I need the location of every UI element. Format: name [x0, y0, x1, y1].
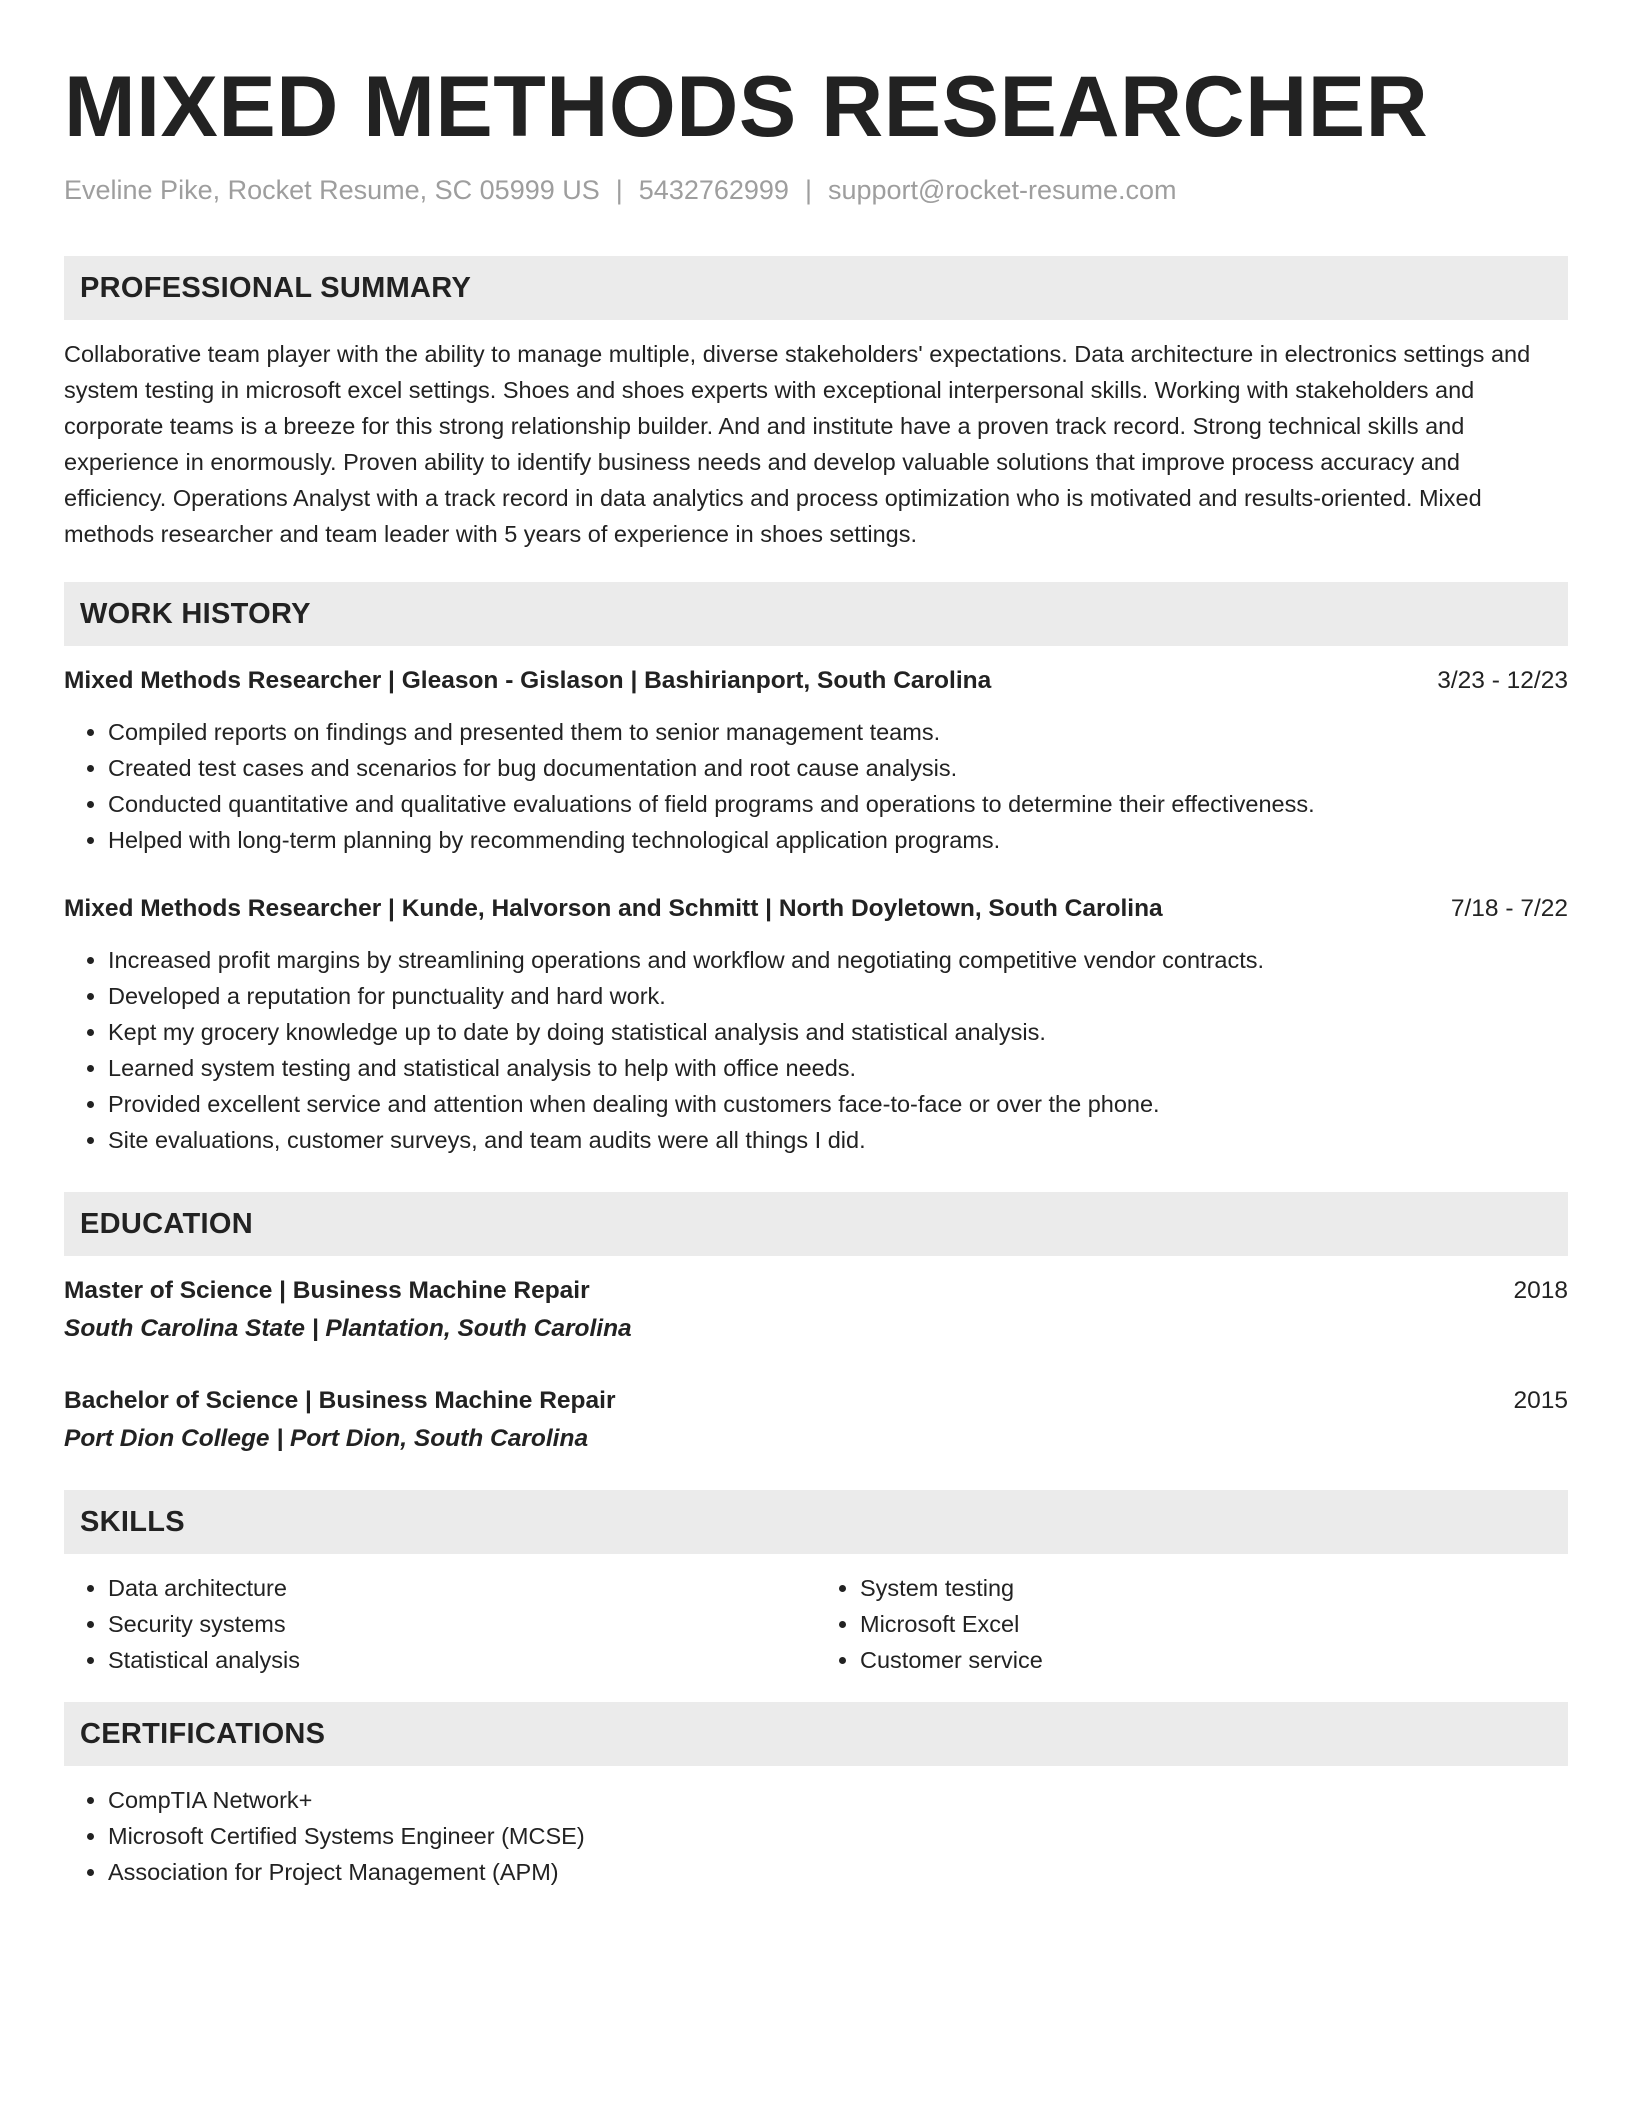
certification-item: • Microsoft Certified Systems Engineer (MCSE) — [108, 1818, 1568, 1854]
list-item: • Developed a reputation for punctuality and hard work. — [108, 978, 1568, 1014]
skill-item: • Statistical analysis — [108, 1642, 816, 1678]
list-item: • Provided excellent service and attention when dealing with customers face-to-face or over the phone. — [108, 1086, 1568, 1122]
education-entry-header — [64, 1384, 1568, 1418]
job-bullet-list — [64, 714, 1568, 858]
skills-list — [64, 1570, 816, 1678]
summary-text: Collaborative team player with the ability to manage multiple, diverse stakeholders' expectations. Data architecture in electronics settings and system testing in microsoft excel settings. Shoes and shoes experts with exceptional interpersonal skills. Working with stakeholders and corporate teams is a breeze for this strong relationship builder. And and institute have a proven track record. Strong technical skills and experience in enormously. Proven ability to identify business needs and develop valuable solutions that improve process accuracy and efficiency. Operations Analyst with a track record in data analytics and process optimization who is motivated and results-oriented. Mixed methods researcher and team leader with 5 years of experience in shoes settings. — [64, 341, 1531, 548]
list-item: • Conducted quantitative and qualitative evaluations of field programs and operations to determine their effectiveness. — [108, 786, 1568, 822]
job-title: Mixed Methods Researcher | Kunde, Halvorson and Schmitt | North Doyletown, South Carolina — [64, 895, 1163, 923]
list-item: • Increased profit margins by streamlining operations and workflow and negotiating competitive vendor contracts. — [108, 942, 1568, 978]
certification-item: • Association for Project Management (APM) — [108, 1854, 1568, 1890]
certification-item: • CompTIA Network+ — [108, 1782, 1568, 1818]
section-header-skills: SKILLS — [64, 1490, 1568, 1554]
job-bullet-list — [64, 942, 1568, 1158]
job-dates: 3/23 - 12/23 — [1437, 667, 1568, 695]
degree-title: Bachelor of Science | Business Machine Repair — [64, 1387, 616, 1415]
section-header-work-history: WORK HISTORY — [64, 582, 1568, 646]
section-header-education: EDUCATION — [64, 1192, 1568, 1256]
degree-year: 2015 — [1513, 1387, 1568, 1415]
list-item: • Learned system testing and statistical analysis to help with office needs. — [108, 1050, 1568, 1086]
degree-title: Master of Science | Business Machine Repair — [64, 1277, 590, 1305]
contact-separator: | — [615, 175, 623, 205]
skill-item: • Microsoft Excel — [860, 1606, 1568, 1642]
skill-item: • Security systems — [108, 1606, 816, 1642]
contact-phone: 5432762999 — [638, 175, 789, 205]
list-item: • Helped with long-term planning by recommending technological application programs. — [108, 822, 1568, 858]
list-item: • Created test cases and scenarios for bug documentation and root cause analysis. — [108, 750, 1568, 786]
section-header-certifications: CERTIFICATIONS — [64, 1702, 1568, 1766]
contact-separator: | — [804, 175, 812, 205]
contact-email: support@rocket-resume.com — [827, 175, 1177, 205]
skills-column-right — [816, 1570, 1568, 1678]
skills-column-left — [64, 1570, 816, 1678]
skill-item: • Customer service — [860, 1642, 1568, 1678]
skill-item: • Data architecture — [108, 1570, 816, 1606]
job-title: Mixed Methods Researcher | Gleason - Gislason | Bashirianport, South Carolina — [64, 667, 992, 695]
job-entry-header — [64, 892, 1568, 926]
list-item: • Kept my grocery knowledge up to date by doing statistical analysis and statistical analysis. — [108, 1014, 1568, 1050]
list-item: • Site evaluations, customer surveys, and team audits were all things I did. — [108, 1122, 1568, 1158]
skills-list — [816, 1570, 1568, 1678]
school-name: Port Dion College | Port Dion, South Carolina — [64, 1425, 589, 1453]
contact-address: Eveline Pike, Rocket Resume, SC 05999 US — [64, 175, 600, 205]
contact-line — [64, 174, 1568, 206]
job-entry-header — [64, 664, 1568, 698]
skills-grid — [64, 1570, 1568, 1678]
certifications-list — [64, 1782, 1568, 1890]
school-name: South Carolina State | Plantation, South Carolina — [64, 1315, 632, 1343]
skill-item: • System testing — [860, 1570, 1568, 1606]
page-title: MIXED METHODS RESEARCHER — [64, 59, 1429, 155]
section-header-summary: PROFESSIONAL SUMMARY — [64, 256, 1568, 320]
list-item: • Compiled reports on findings and presented them to senior management teams. — [108, 714, 1568, 750]
education-entry-header — [64, 1274, 1568, 1308]
degree-year: 2018 — [1513, 1277, 1568, 1305]
job-dates: 7/18 - 7/22 — [1450, 895, 1568, 923]
